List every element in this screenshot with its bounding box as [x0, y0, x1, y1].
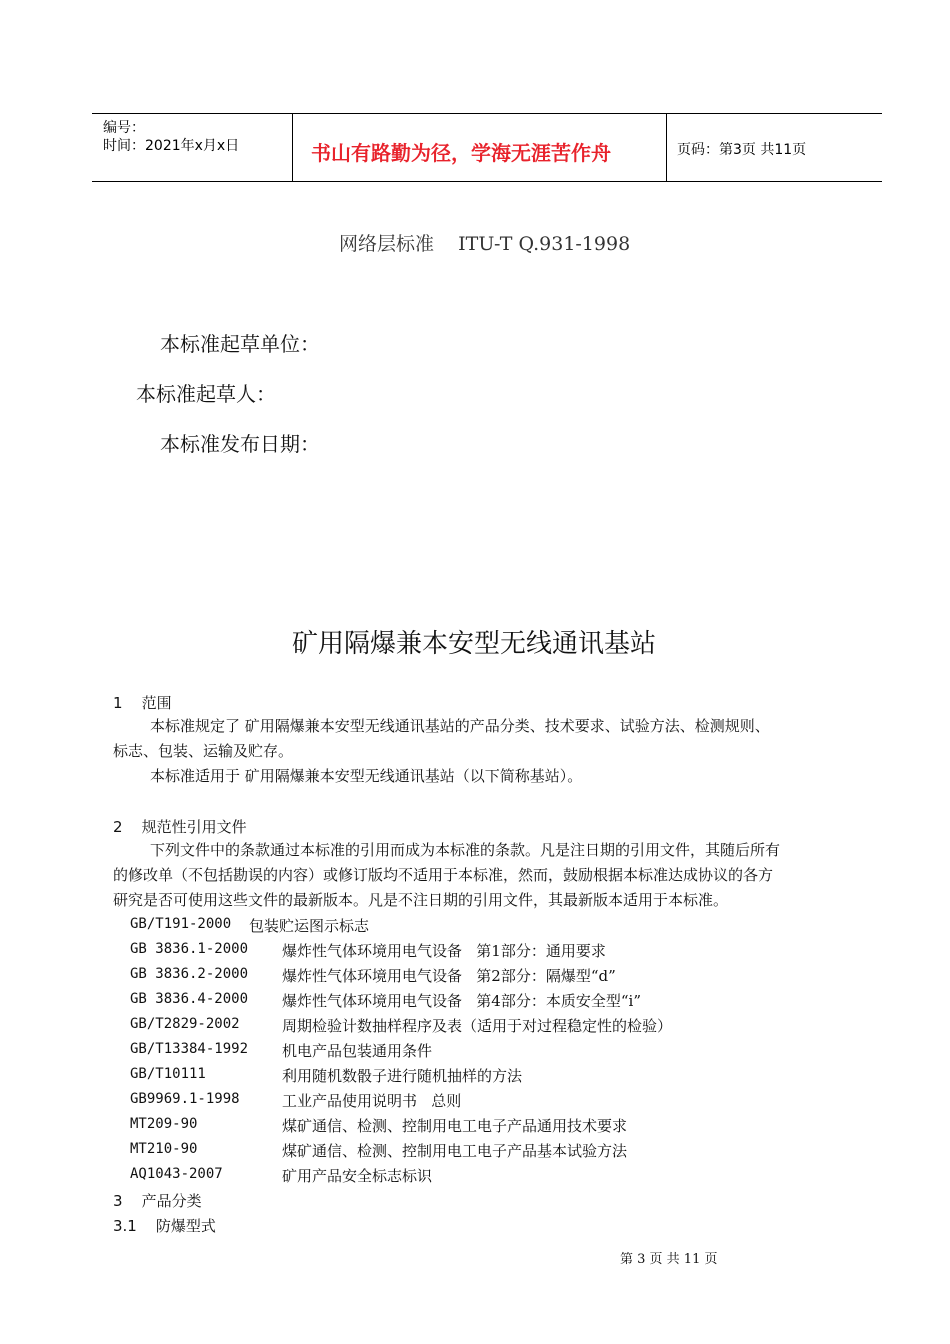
reference-title: 包装贮运图示标志	[249, 917, 370, 935]
reference-title: 煤矿通信、检测、控制用电工电子产品基本试验方法	[282, 1142, 628, 1160]
reference-title: 机电产品包装通用条件	[282, 1042, 433, 1060]
reference-code: GB9969.1-1998	[130, 1091, 240, 1107]
section-3-heading: 3 产品分类	[113, 1192, 202, 1210]
doc-standard: 网络层标准 ITU-T Q.931-1998	[339, 233, 631, 255]
reference-title: 矿用产品安全标志标识	[282, 1167, 433, 1185]
reference-code: GB/T191-2000	[130, 916, 232, 932]
reference-code: GB 3836.2-2000	[130, 966, 249, 982]
reference-title: 利用随机数骰子进行随机抽样的方法	[282, 1067, 523, 1085]
header-motto: 书山有路勤为径，学海无涯苦作舟	[311, 141, 611, 165]
reference-title: 周期检验计数抽样程序及表（适用于对过程稳定性的检验）	[282, 1017, 673, 1035]
header-page-label: 页码：第3页 共11页	[677, 142, 807, 158]
header-divider-left	[292, 113, 293, 182]
reference-code: MT210-90	[130, 1141, 198, 1157]
reference-title: 工业产品使用说明书 总则	[282, 1092, 462, 1110]
release-date-label: 本标准发布日期：	[160, 432, 320, 456]
section-3-1-heading: 3.1 防爆型式	[113, 1217, 216, 1235]
section-1-heading: 1 范围	[113, 694, 172, 712]
header-number-label: 编号：	[103, 120, 145, 136]
reference-code: MT209-90	[130, 1116, 198, 1132]
reference-title: 爆炸性气体环境用电气设备 第2部分：隔爆型“d”	[282, 967, 616, 985]
drafter-label: 本标准起草人：	[136, 382, 276, 406]
reference-title: 爆炸性气体环境用电气设备 第1部分：通用要求	[282, 942, 606, 960]
section-1-paragraph-1-line-2: 标志、包装、运输及贮存。	[113, 742, 294, 760]
reference-code: GB/T10111	[130, 1066, 206, 1082]
section-2-paragraph-line-3: 研究是否可使用这些文件的最新版本。凡是不注日期的引用文件，其最新版本适用于本标准。	[113, 891, 729, 909]
header-bottom-rule	[92, 181, 882, 182]
drafting-unit-label: 本标准起草单位：	[160, 332, 320, 356]
reference-title: 煤矿通信、检测、控制用电工电子产品通用技术要求	[282, 1117, 628, 1135]
reference-code: AQ1043-2007	[130, 1166, 223, 1182]
section-2-paragraph-line-1: 下列文件中的条款通过本标准的引用而成为本标准的条款。凡是注日期的引用文件，其随后所有	[150, 841, 781, 859]
reference-code: GB/T13384-1992	[130, 1041, 249, 1057]
header-top-rule	[92, 113, 882, 114]
page-footer: 第 3 页 共 11 页	[620, 1252, 718, 1267]
reference-code: GB 3836.1-2000	[130, 941, 249, 957]
section-2-heading: 2 规范性引用文件	[113, 818, 247, 836]
reference-code: GB 3836.4-2000	[130, 991, 249, 1007]
page-title: 矿用隔爆兼本安型无线通讯基站	[292, 629, 657, 659]
reference-title: 爆炸性气体环境用电气设备 第4部分：本质安全型“i”	[282, 992, 641, 1010]
header-divider-right	[666, 113, 667, 182]
section-1-paragraph-1-line-1: 本标准规定了 矿用隔爆兼本安型无线通讯基站的产品分类、技术要求、试验方法、检测规则、	[150, 717, 770, 735]
header-time-label: 时间：2021年x月x日	[103, 138, 240, 154]
section-1-paragraph-2: 本标准适用于 矿用隔爆兼本安型无线通讯基站（以下简称基站）。	[150, 767, 583, 785]
reference-code: GB/T2829-2002	[130, 1016, 240, 1032]
section-2-paragraph-line-2: 的修改单（不包括勘误的内容）或修订版均不适用于本标准，然而，鼓励根据本标准达成协议的各方	[113, 866, 774, 884]
